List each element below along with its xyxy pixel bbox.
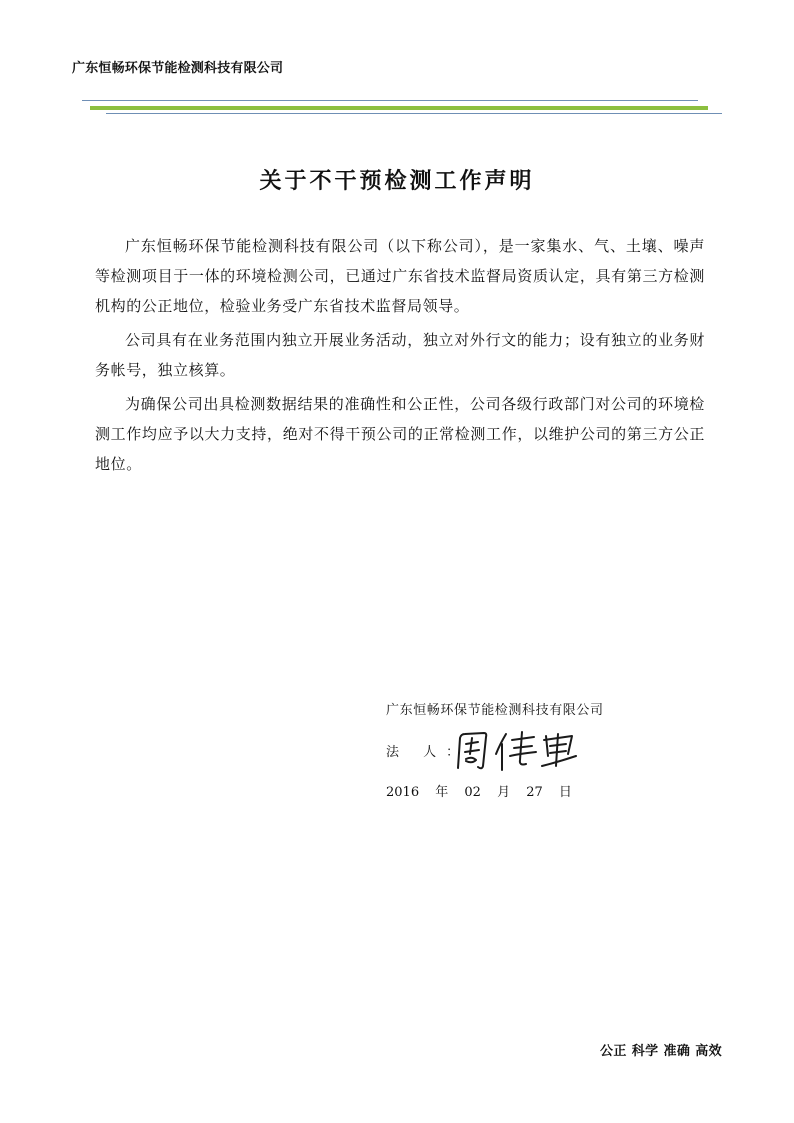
header-divider-thin-bottom — [106, 113, 722, 114]
body-paragraph-2: 公司具有在业务范围内独立开展业务活动，独立对外行文的能力；设有独立的业务财务帐号，独立核算。 — [95, 331, 705, 379]
body-paragraph-3: 为确保公司出具检测数据结果的准确性和公正性，公司各级行政部门对公司的环境检测工作均应予以大力支持，绝对不得干预公司的正常检测工作，以维护公司的第三方公正地位。 — [95, 395, 705, 473]
date-year: 2016 — [386, 785, 420, 800]
date-year-unit: 年 — [435, 785, 449, 800]
date-day: 27 — [526, 785, 543, 800]
signoff-date — [386, 781, 578, 800]
date-month: 02 — [464, 785, 481, 800]
handwritten-signature — [452, 726, 582, 774]
body-paragraph-1: 广东恒畅环保节能检测科技有限公司（以下称公司），是一家集水、气、土壤、噪声等检测项目于一体的环境检测公司，已通过广东省技术监督局资质认定，具有第三方检测机构的公正地位，检验业务受广东省技术监督局领导。 — [95, 237, 705, 315]
date-day-unit: 日 — [558, 785, 572, 800]
footer-slogan: 公正 科学 准确 高效 — [600, 1044, 722, 1059]
document-body — [95, 231, 705, 483]
header-divider-thin-top — [82, 100, 698, 101]
signoff-company-name: 广东恒畅环保节能检测科技有限公司 — [386, 703, 604, 718]
legal-representative-label: 法 人： — [386, 745, 470, 760]
header-divider-green — [90, 106, 708, 110]
document-title: 关于不干预检测工作声明 — [259, 168, 535, 194]
date-month-unit: 月 — [497, 785, 511, 800]
header-company-name: 广东恒畅环保节能检测科技有限公司 — [72, 61, 284, 76]
